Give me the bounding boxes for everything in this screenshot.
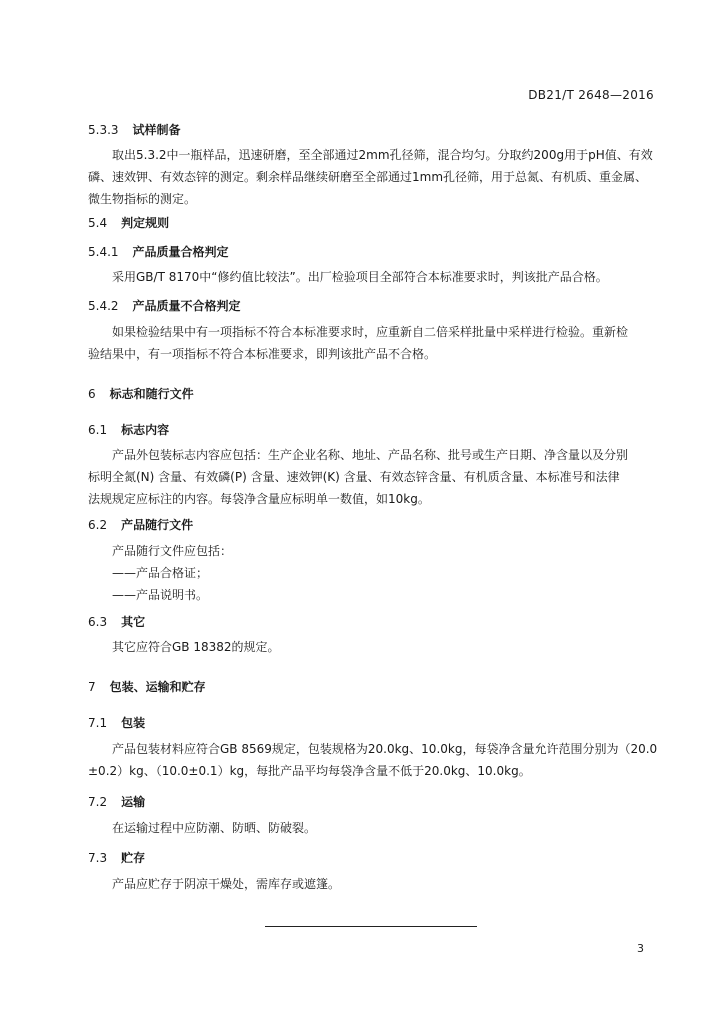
heading-6-1 (88, 421, 169, 438)
paragraph-5-4-1 (88, 266, 660, 288)
heading-7-2 (88, 793, 145, 810)
section-number: 6.3 (88, 615, 108, 629)
text-line: 在运输过程中应防潮、防晒、防破裂。 (112, 821, 317, 835)
list-item: ——产品说明书。 (112, 588, 209, 602)
end-rule-divider (265, 926, 477, 927)
paragraph-5-3-3 (88, 144, 660, 210)
section-number: 5.4.1 (88, 245, 119, 259)
section-title: 产品随行文件 (121, 518, 194, 532)
section-title: 包装 (121, 716, 146, 730)
text-line: 产品外包装标志内容应包括：生产企业名称、地址、产品名称、批号或生产日期、净含量以及分别 (112, 448, 629, 462)
text-line: 如果检验结果中有一项指标不符合本标准要求时，应重新自二倍采样批量中采样进行检验。重新检 (112, 325, 629, 339)
section-number: 6.1 (88, 423, 108, 437)
section-title: 产品质量合格判定 (132, 245, 229, 259)
section-number: 5.3.3 (88, 123, 119, 137)
section-title: 判定规则 (121, 216, 170, 230)
doc-number-header: DB21/T 2648—2016 (528, 88, 654, 102)
paragraph-5-4-2 (88, 321, 660, 365)
section-title: 贮存 (121, 851, 146, 865)
heading-7-3 (88, 849, 145, 866)
paragraph-6-1 (88, 444, 660, 510)
heading-6 (88, 385, 194, 402)
list-item: ——产品合格证； (112, 566, 209, 580)
heading-5-4 (88, 214, 169, 231)
text-line: ±0.2）kg、（10.0±0.1）kg，每批产品平均每袋净含量不低于20.0kg、10.0kg。 (88, 764, 531, 778)
heading-5-3-3 (88, 121, 181, 138)
paragraph-6-2 (88, 540, 660, 606)
section-title: 产品质量不合格判定 (132, 299, 241, 313)
text-line: 产品应贮存于阴凉干燥处，需库存或遮篷。 (112, 877, 341, 891)
text-line: 微生物指标的测定。 (88, 192, 197, 206)
section-title: 其它 (121, 615, 146, 629)
text-line: 取出5.3.2中一瓶样品，迅速研磨，至全部通过2mm孔径筛，混合均匀。分取约200g用于pH值、有效 (112, 148, 653, 162)
text-line: 验结果中，有一项指标不符合本标准要求，即判该批产品不合格。 (88, 347, 437, 361)
text-line: 标明全氮(N) 含量、有效磷(P) 含量、速效钾(K) 含量、有效态锌含量、有机质含量、本标准号和法律 (88, 470, 620, 484)
section-title: 试样制备 (132, 123, 181, 137)
text-line: 法规规定应标注的内容。每袋净含量应标明单一数值，如10kg。 (88, 492, 430, 506)
text-line: 磷、速效钾、有效态锌的测定。剩余样品继续研磨至全部通过1mm孔径筛，用于总氮、有机质、重金属、 (88, 170, 648, 184)
section-title: 标志内容 (121, 423, 170, 437)
paragraph-7-1 (88, 738, 660, 782)
heading-7-1 (88, 714, 145, 731)
text-line: 采用GB/T 8170中“修约值比较法”。出厂检验项目全部符合本标准要求时，判该批产品合格。 (112, 270, 608, 284)
text-line: 产品包装材料应符合GB 8569规定，包装规格为20.0kg、10.0kg，每袋净含量允许范围分别为（20.0 (112, 742, 658, 756)
paragraph-6-3 (88, 636, 660, 658)
section-number: 6 (88, 387, 96, 401)
section-title: 包装、运输和贮存 (109, 680, 206, 694)
text-line: 产品随行文件应包括： (112, 544, 233, 558)
heading-5-4-2 (88, 297, 241, 314)
section-number: 7.3 (88, 851, 108, 865)
section-number: 5.4 (88, 216, 108, 230)
section-number: 7 (88, 680, 96, 694)
text-line: 其它应符合GB 18382的规定。 (112, 640, 280, 654)
paragraph-7-2 (88, 817, 660, 839)
heading-7 (88, 678, 206, 695)
heading-5-4-1 (88, 243, 229, 260)
section-number: 5.4.2 (88, 299, 119, 313)
section-title: 运输 (121, 795, 146, 809)
heading-6-2 (88, 516, 193, 533)
section-number: 6.2 (88, 518, 108, 532)
heading-6-3 (88, 613, 145, 630)
section-title: 标志和随行文件 (109, 387, 194, 401)
section-number: 7.2 (88, 795, 108, 809)
paragraph-7-3 (88, 873, 660, 895)
page-number: 3 (637, 942, 644, 955)
section-number: 7.1 (88, 716, 108, 730)
